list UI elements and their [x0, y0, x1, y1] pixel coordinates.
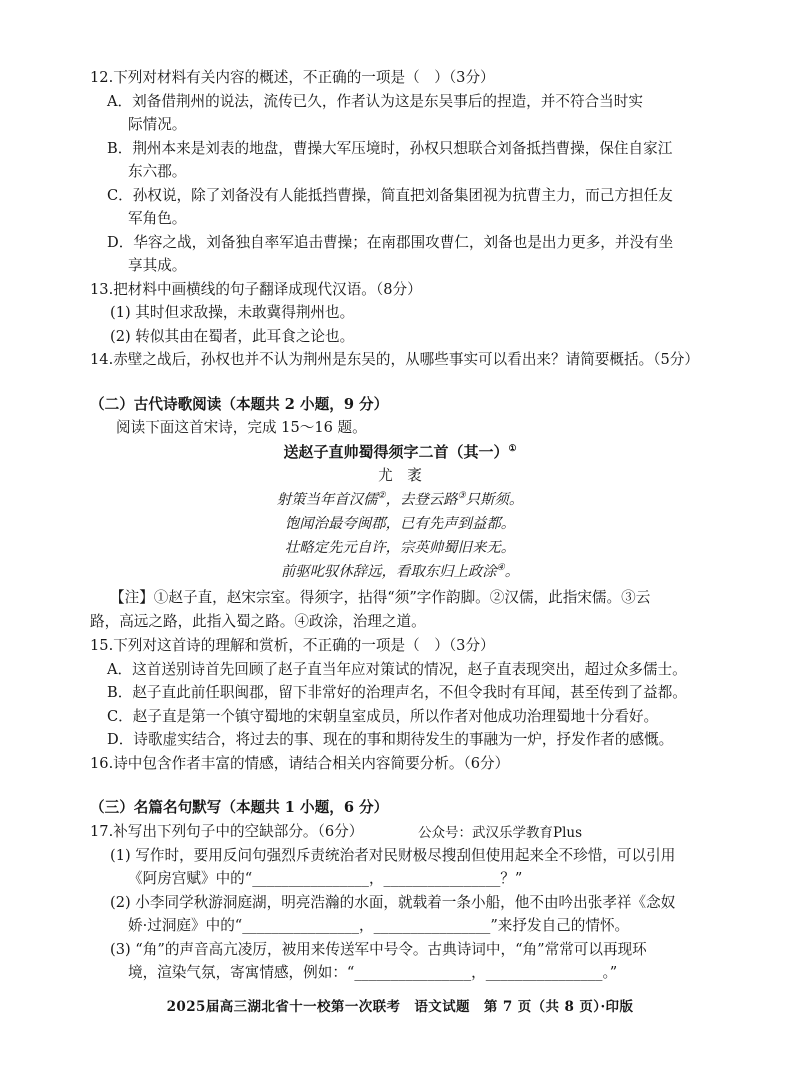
- question-17-item1-line2: 《阿房宫赋》中的“________________，________________？”: [128, 870, 523, 887]
- question-15: 15.下列对这首诗的理解和赏析，不正确的一项是（ ）（3分）: [90, 637, 495, 654]
- poem-line-1-part1: 射策当年首汉儒: [276, 492, 378, 508]
- section-2-intro: 阅读下面这首宋诗，完成 15～16 题。: [116, 419, 367, 436]
- question-12: 12.下列对材料有关内容的概述，不正确的一项是（ ）（3分）: [90, 69, 495, 86]
- poem-notes-line1: 【注】①赵子直，赵宋宗室。得须字，拈得“须”字作韵脚。②汉儒，此指宋儒。③云: [110, 589, 651, 606]
- poem-line-4-part1: 前驱叱驭休辞远，看取东归上政涂: [280, 564, 497, 580]
- page-footer: 2025届高三湖北省十一校第一次联考 语文试题 第 7 页（共 8 页）·印版: [166, 999, 634, 1015]
- option-b-line1: B．荆州本来是刘表的地盘，曹操大军压境时，孙权只想联合刘备抵挡曹操，保住自家江: [107, 140, 673, 157]
- option-a-line2: 际情况。: [128, 116, 187, 133]
- section-2-heading: （二）古代诗歌阅读（本题共 2 小题，9 分）: [90, 396, 389, 413]
- option-d-line1: D．华容之战，刘备独自率军追击曹操；在南郡围攻曹仁，刘备也是出力更多，并没有坐: [107, 234, 674, 251]
- question-15-option-a: A．这首送别诗首先回顾了赵子直当年应对策试的情况，赵子直表现突出，超过众多儒士。: [107, 661, 687, 678]
- question-17-item1-line1: (1) 写作时，要用反问句强烈斥责统治者对民财极尽搜刮但使用起来全不珍惜，可以引用: [110, 847, 676, 864]
- poem-title-note-mark: ①: [508, 444, 517, 454]
- question-17-item2-line1: (2) 小李同学秋游洞庭湖，明亮浩瀚的水面，就载着一条小船，他不由吟出张孝祥《念奴: [110, 894, 676, 911]
- option-b-line2: 东六郡。: [128, 163, 187, 180]
- question-17-item2-line2: 娇·过洞庭》中的“________________，________________”来抒发自己的情怀。: [128, 917, 630, 934]
- poem-line-3: 壮略定先元自许，宗英帅蜀旧来无。: [284, 540, 516, 556]
- question-13-item1: (1) 其时但求敌操，未敢冀得荆州也。: [110, 304, 355, 321]
- poem-line-2: 饱闻治最夸闽郡，已有先声到益都。: [284, 516, 516, 532]
- question-15-option-c: C．赵子直是第一个镇守蜀地的宋朝皇室成员，所以作者对他成功治理蜀地十分看好。: [107, 708, 659, 725]
- option-d-line2: 享其成。: [128, 257, 187, 274]
- poem-line-4: [0, 562, 800, 582]
- section-3-heading: （三）名篇名句默写（本题共 1 小题，6 分）: [90, 799, 389, 816]
- question-17-item3-line2: 境，渲染气氛，寄寓情感，例如：“________________，________________。”: [128, 964, 618, 981]
- poem-title: [0, 442, 800, 462]
- poem-line-1-part3: 只斯须。: [465, 492, 524, 508]
- option-c-line1: C．孙权说，除了刘备没有人能抵挡曹操，简直把刘备集团视为抗曹主力，而己方担任友: [107, 187, 673, 204]
- question-17-item3-line1: (3) “角”的声音高亢凌厉，被用来传送军中号令。古典诗词中，“角”常常可以再现环: [110, 941, 647, 958]
- poem-note-mark-4: ④: [496, 563, 505, 574]
- publisher-watermark: 公众号：武汉乐学教育Plus: [418, 825, 583, 841]
- poem-notes-line2: 路，高远之路，此指入蜀之路。④政涂，治理之道。: [90, 613, 426, 630]
- option-a-line1: A．刘备借荆州的说法，流传已久，作者认为这是东吴事后的捏造，并不符合当时实: [107, 93, 643, 110]
- poem-title-text: 送赵子直帅蜀得须字二首（其一）: [283, 443, 509, 461]
- poem-line-4-part2: 。: [504, 564, 520, 580]
- question-15-option-d: D．诗歌虚实结合，将过去的事、现在的事和期待发生的事融为一炉，抒发作者的感慨。: [107, 731, 674, 748]
- question-13: 13.把材料中画横线的句子翻译成现代汉语。（8分）: [90, 281, 422, 298]
- poem-author: 尤 袤: [378, 467, 422, 484]
- question-13-item2: (2) 转似其由在蜀者，此耳食之论也。: [110, 328, 355, 345]
- poem-note-mark-3: ③: [457, 491, 466, 502]
- poem-line-1: [0, 490, 800, 510]
- poem-note-mark-2: ②: [377, 491, 386, 502]
- poem-line-1-part2: ，去登云路: [385, 492, 458, 508]
- question-15-option-b: B．赵子直此前任职闽郡，留下非常好的治理声名，不但令我时有耳闻，甚至传到了益都。: [107, 684, 687, 701]
- question-17: 17.补写出下列句子中的空缺部分。（6分）: [90, 823, 364, 840]
- question-14: 14.赤壁之战后，孙权也并不认为荆州是东吴的，从哪些事实可以看出来？请简要概括。（5分）: [90, 351, 699, 368]
- option-c-line2: 军角色。: [128, 210, 187, 227]
- question-16: 16.诗中包含作者丰富的情感，请结合相关内容简要分析。（6分）: [90, 755, 510, 772]
